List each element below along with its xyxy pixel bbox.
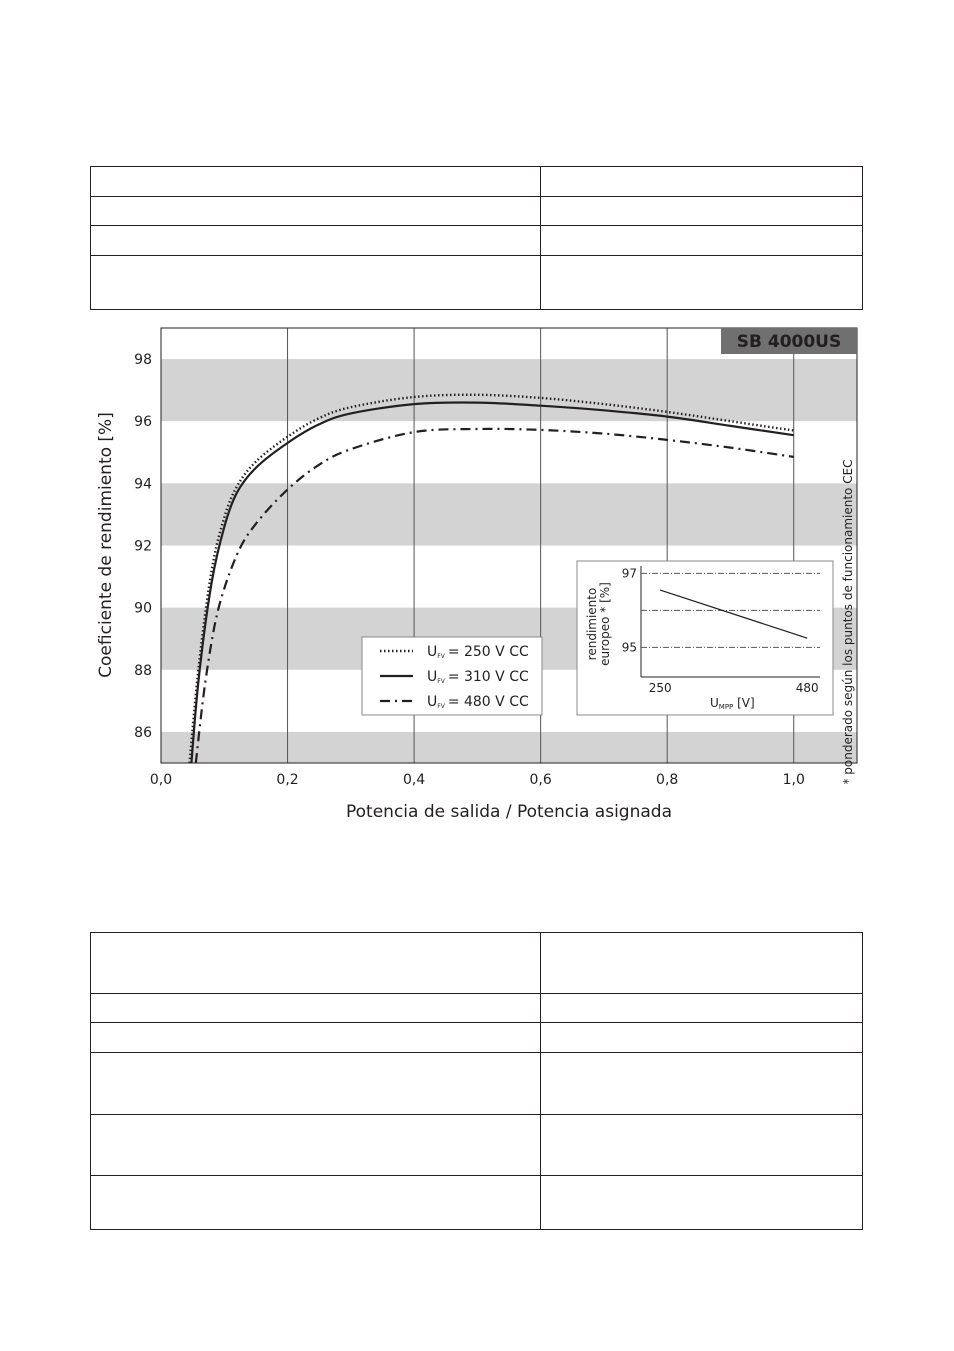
inset-x-label-unit: [V] [733,696,755,710]
legend-label-sub: FV [437,703,445,710]
chart-title: SB 4000US [736,332,842,352]
legend-label-main: U [427,644,438,660]
x-tick-label: 0,2 [276,772,299,788]
y-band [161,732,857,763]
legend-label-value: = 250 V CC [447,644,529,660]
y-tick-label: 90 [134,600,152,617]
x-axis-label: Potencia de salida / Potencia asignada [346,802,672,822]
inset-box [577,561,833,715]
inset-x-tick-label: 250 [648,681,672,695]
x-tick-label: 0,8 [656,772,679,788]
legend-label-main: U [427,694,438,710]
inset-y-label-line1: rendimiento [585,587,599,661]
y-tick-label: 88 [134,662,152,679]
y-band [161,359,857,421]
x-tick-label: 0,0 [149,772,173,788]
legend-label-main: U [427,669,438,685]
inset-x-label-main: U [710,696,719,710]
y-tick-labels [134,352,152,741]
inset-y-tick-label: 97 [621,566,637,581]
inset-x-label [710,696,755,711]
x-tick-labels [150,772,805,788]
y-tick-label: 92 [134,538,152,555]
legend-label-sub: FV [437,653,445,660]
legend [362,637,542,715]
side-note: * ponderado según los puntos de funcionamiento CEC [841,459,855,785]
inset-x-label-sub: MPP [718,703,734,711]
inset-y-tick-label: 95 [621,640,637,655]
y-axis-label: Coeficiente de rendimiento [%] [96,412,116,678]
y-tick-label: 96 [134,414,152,431]
y-band [161,483,857,545]
inset-y-label-line2: europeo * [%] [598,582,612,666]
legend-label-value: = 310 V CC [447,669,529,685]
inset-x-tick-label: 480 [795,681,819,695]
x-tick-label: 0,4 [402,772,426,788]
y-tick-label: 98 [134,352,152,369]
legend-label-value: = 480 V CC [447,694,529,710]
legend-label-sub: FV [437,678,445,685]
x-tick-label: 1,0 [782,772,805,788]
inset-chart [577,561,833,715]
y-tick-label: 86 [134,724,152,741]
y-tick-label: 94 [134,476,152,493]
x-tick-label: 0,6 [529,772,552,788]
